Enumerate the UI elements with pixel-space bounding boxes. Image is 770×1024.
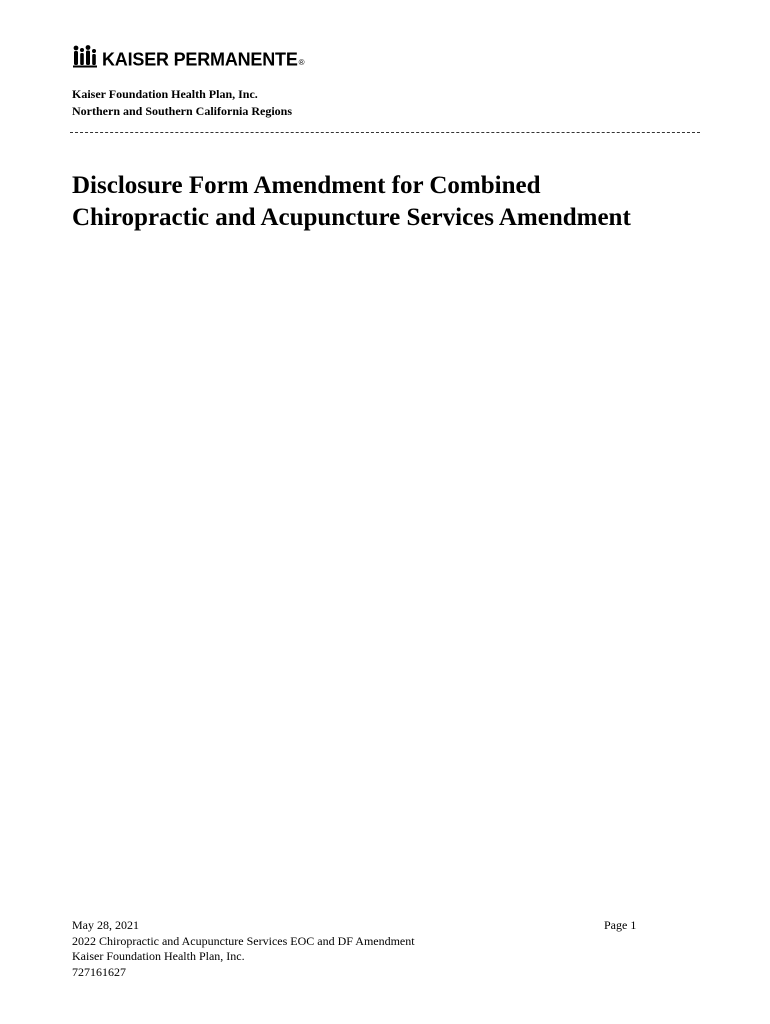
title-line-2: Chiropractic and Acupuncture Services Amendment	[72, 204, 631, 231]
document-title	[72, 170, 712, 234]
footer-org: Kaiser Foundation Health Plan, Inc.	[72, 949, 245, 963]
header-divider	[70, 132, 700, 133]
org-name: Kaiser Foundation Health Plan, Inc.	[72, 87, 258, 101]
regions-line: Northern and Southern California Regions	[72, 104, 293, 118]
kaiser-people-icon	[72, 44, 98, 68]
logo-wordmark: KAISER PERMANENTE	[102, 48, 298, 70]
page-footer	[72, 918, 415, 980]
footer-date: May 28, 2021	[72, 918, 139, 932]
title-line-1: Disclosure Form Amendment for Combined	[72, 172, 541, 199]
kaiser-logo	[72, 42, 305, 68]
registered-mark: ®	[298, 58, 305, 67]
page-number: Page 1	[604, 918, 637, 932]
footer-doc-id: 727161627	[72, 964, 126, 979]
footer-doc-name: 2022 Chiropractic and Acupuncture Services EOC and DF Amendment	[72, 933, 415, 948]
org-header	[72, 86, 292, 120]
